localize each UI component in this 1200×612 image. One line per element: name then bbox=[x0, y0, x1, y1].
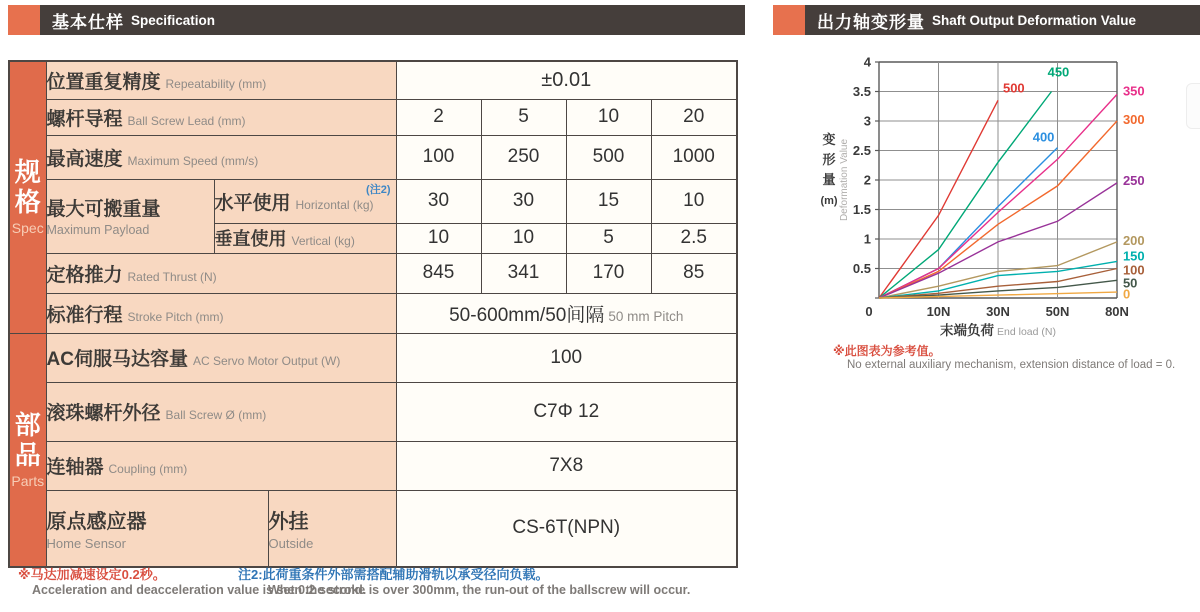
svg-text:50: 50 bbox=[1122, 275, 1138, 291]
deformation-header-title-zh: 出力轴变形量 bbox=[817, 12, 925, 32]
svg-text:250: 250 bbox=[1122, 173, 1145, 189]
svg-text:400: 400 bbox=[1032, 129, 1055, 145]
cell-home-sensor-value: CS-6T(NPN) bbox=[396, 490, 737, 567]
cell-lead-v4: 20 bbox=[651, 99, 737, 135]
cell-coupling-label: 连轴器 Coupling (mm) bbox=[46, 441, 396, 490]
cell-thrust-v2: 341 bbox=[481, 253, 566, 293]
header-accent-square bbox=[8, 5, 40, 35]
cell-lead-v2: 5 bbox=[481, 99, 566, 135]
deformation-chart-svg bbox=[820, 52, 1200, 352]
cell-thrust-v4: 85 bbox=[651, 253, 737, 293]
cell-lead-v3: 10 bbox=[566, 99, 651, 135]
cell-screw-od-label: 滚珠螺杆外径 Ball Screw Ø (mm) bbox=[46, 382, 396, 441]
svg-text:350: 350 bbox=[1122, 83, 1145, 99]
svg-text:量: 量 bbox=[822, 172, 836, 187]
svg-text:3.5: 3.5 bbox=[852, 84, 871, 99]
sidebar-parts-zh: 部 bbox=[14, 409, 41, 440]
cell-vertical-v2: 10 bbox=[481, 223, 566, 253]
svg-text:80N: 80N bbox=[1105, 304, 1129, 319]
footnote-note2-zh: 注2:此荷重条件外部需搭配辅助滑轨以承受径向负载。 bbox=[238, 567, 549, 582]
svg-text:(m): (m) bbox=[820, 195, 838, 207]
cell-vertical-label: 垂直使用 Vertical (kg) bbox=[214, 223, 396, 253]
cell-thrust-v1: 845 bbox=[396, 253, 481, 293]
svg-text:500: 500 bbox=[1002, 80, 1025, 96]
sidebar-parts-zh: 品 bbox=[14, 439, 41, 470]
cell-stroke-label: 标准行程 Stroke Pitch (mm) bbox=[46, 293, 396, 333]
cell-thrust-label: 定格推力 Rated Thrust (N) bbox=[46, 253, 396, 293]
cell-stroke-value: 50-600mm/50间隔 50 mm Pitch bbox=[396, 293, 737, 333]
cell-coupling-value: 7X8 bbox=[396, 441, 737, 490]
svg-text:200: 200 bbox=[1122, 232, 1145, 248]
svg-text:变: 变 bbox=[822, 132, 836, 147]
sidebar-spec-zh: 规 bbox=[14, 157, 41, 188]
cell-vertical-v3: 5 bbox=[566, 223, 651, 253]
cropped-edge-element bbox=[1186, 83, 1200, 129]
svg-text:100: 100 bbox=[1122, 262, 1145, 278]
cell-thrust-v3: 170 bbox=[566, 253, 651, 293]
specification-table bbox=[8, 60, 738, 568]
deformation-chart bbox=[820, 52, 1200, 352]
svg-text:Deformation Value: Deformation Value bbox=[839, 138, 850, 222]
sidebar-spec-section bbox=[9, 61, 46, 333]
spec-section-header bbox=[8, 5, 745, 35]
svg-text:4: 4 bbox=[863, 54, 871, 70]
sidebar-parts-en: Parts bbox=[11, 472, 45, 489]
cell-horizontal-v2: 30 bbox=[481, 179, 566, 223]
cell-screw-od-value: C7Φ 12 bbox=[396, 382, 737, 441]
chart-note-en: No external auxiliary mechanism, extension distance of load = 0. bbox=[847, 359, 1176, 371]
svg-text:0: 0 bbox=[1122, 286, 1131, 302]
spec-header-title-zh: 基本仕样 bbox=[52, 12, 124, 32]
svg-text:0.5: 0.5 bbox=[852, 261, 871, 276]
cell-speed-v4: 1000 bbox=[651, 135, 737, 179]
svg-text:450: 450 bbox=[1047, 64, 1070, 80]
sidebar-parts-section bbox=[9, 333, 46, 567]
header-accent-square bbox=[773, 5, 805, 35]
svg-text:150: 150 bbox=[1122, 248, 1145, 264]
cell-outside-label: 外挂 Outside bbox=[268, 490, 396, 567]
cell-horizontal-v4: 10 bbox=[651, 179, 737, 223]
note2-superscript: (注2) bbox=[366, 183, 391, 196]
deformation-section-header bbox=[773, 5, 1200, 35]
cell-speed-label: 最高速度 Maximum Speed (mm/s) bbox=[46, 135, 396, 179]
cell-lead-v1: 2 bbox=[396, 99, 481, 135]
cell-horizontal-v1: 30 bbox=[396, 179, 481, 223]
spec-header-title-en: Specification bbox=[131, 12, 216, 28]
cell-servo-value: 100 bbox=[396, 333, 737, 382]
sidebar-spec-en: Spec bbox=[11, 220, 44, 237]
cell-repeatability-value: ±0.01 bbox=[396, 61, 737, 99]
svg-text:形: 形 bbox=[822, 152, 836, 167]
sidebar-spec-zh: 格 bbox=[14, 187, 41, 218]
cell-speed-v3: 500 bbox=[566, 135, 651, 179]
svg-text:0: 0 bbox=[865, 304, 873, 319]
footnote-motor-accel-en: Acceleration and deacceleration value is set 0.2 second. bbox=[32, 583, 367, 597]
cell-horizontal-v3: 15 bbox=[566, 179, 651, 223]
svg-text:10N: 10N bbox=[926, 304, 951, 319]
cell-servo-label: AC伺服马达容量 AC Servo Motor Output (W) bbox=[46, 333, 396, 382]
cell-vertical-v1: 10 bbox=[396, 223, 481, 253]
deformation-header-title-en: Shaft Output Deformation Value bbox=[932, 12, 1137, 28]
svg-text:末端负荷End load (N): 末端负荷 End load (N) bbox=[940, 323, 1056, 338]
cell-home-sensor-label: 原点感应器 Home Sensor bbox=[46, 490, 268, 567]
svg-text:1: 1 bbox=[863, 231, 871, 247]
footnote-note2-en: When the stroke is over 300mm, the run-out of the ballscrew will occur. bbox=[268, 583, 691, 597]
svg-text:50N: 50N bbox=[1045, 304, 1070, 319]
svg-text:30N: 30N bbox=[986, 304, 1010, 319]
cell-horizontal-label: (注2) 水平使用 Horizontal (kg) bbox=[214, 179, 396, 223]
cell-speed-v1: 100 bbox=[396, 135, 481, 179]
cell-payload-label: 最大可搬重量 Maximum Payload bbox=[46, 179, 214, 253]
footnote-motor-accel-zh: ※马达加减速设定0.2秒。 bbox=[18, 567, 166, 582]
svg-text:2: 2 bbox=[863, 172, 871, 188]
cell-repeatability-label: 位置重复精度 Repeatability (mm) bbox=[46, 61, 396, 99]
cell-lead-label: 螺杆导程 Ball Screw Lead (mm) bbox=[46, 99, 396, 135]
svg-text:1.5: 1.5 bbox=[852, 202, 871, 217]
svg-text:2.5: 2.5 bbox=[852, 143, 871, 158]
cell-vertical-v4: 2.5 bbox=[651, 223, 737, 253]
cell-speed-v2: 250 bbox=[481, 135, 566, 179]
chart-note-zh: ※此图表为参考值。 bbox=[833, 344, 941, 358]
svg-text:300: 300 bbox=[1122, 111, 1145, 127]
svg-text:3: 3 bbox=[863, 113, 871, 129]
